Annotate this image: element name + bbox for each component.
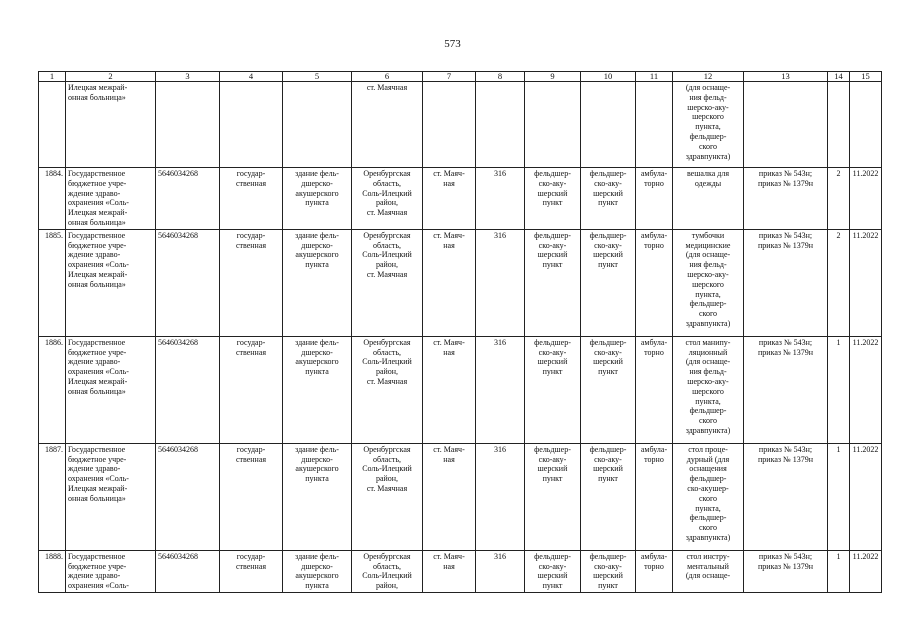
- inn-cell: 5646034268: [156, 550, 220, 592]
- table-row: [39, 229, 882, 336]
- row-number: 1887.: [39, 443, 66, 550]
- care-type-cell: амбула- торно: [636, 550, 673, 592]
- column-number: 1: [39, 72, 66, 82]
- building-cell: здание фель- дшерско- акушерского пункта: [283, 168, 352, 230]
- unit-type-cell: фельдшер- ско-аку- шерский пункт: [525, 229, 581, 336]
- care-type-cell: амбула- торно: [636, 229, 673, 336]
- order-cell: приказ № 543н; приказ № 1379н: [744, 550, 828, 592]
- equipment-cell: (для оснаще- ния фельд- шерско-аку- шерского пункта, фельдшер- ского здравпункта): [673, 82, 744, 168]
- address-cell: Оренбургская область, Соль-Илецкий район,: [352, 550, 423, 592]
- equipment-cell: стол проце- дурный (для оснащения фельдшер- ско-акушер- ского пункта, фельдшер- ского здравпункта): [673, 443, 744, 550]
- table-row: [39, 82, 882, 168]
- inn-cell: 5646034268: [156, 168, 220, 230]
- column-number: 10: [581, 72, 636, 82]
- row-number: 1885.: [39, 229, 66, 336]
- unit-type-cell: фельдшер- ско-аку- шерский пункт: [525, 443, 581, 550]
- column-number: 8: [476, 72, 525, 82]
- settlement-cell: ст. Маяч- ная: [423, 168, 476, 230]
- column-number: 14: [828, 72, 850, 82]
- table-row: [39, 550, 882, 592]
- unit-name-cell: фельдшер- ско-аку- шерский пункт: [581, 550, 636, 592]
- date-cell: 11.2022: [850, 443, 882, 550]
- unit-type-cell: фельдшер- ско-аку- шерский пункт: [525, 336, 581, 443]
- quantity-cell: 2: [828, 168, 850, 230]
- ownership-cell: [220, 82, 283, 168]
- column-number: 6: [352, 72, 423, 82]
- address-cell: Оренбургская область, Соль-Илецкий район, ст. Маячная: [352, 443, 423, 550]
- building-cell: здание фель- дшерско- акушерского пункта: [283, 550, 352, 592]
- settlement-cell: ст. Маяч- ная: [423, 229, 476, 336]
- inn-cell: 5646034268: [156, 336, 220, 443]
- quantity-cell: 1: [828, 550, 850, 592]
- code-cell: 316: [476, 168, 525, 230]
- building-cell: здание фель- дшерско- акушерского пункта: [283, 229, 352, 336]
- building-cell: здание фель- дшерско- акушерского пункта: [283, 443, 352, 550]
- code-cell: 316: [476, 336, 525, 443]
- quantity-cell: [828, 82, 850, 168]
- column-number: 13: [744, 72, 828, 82]
- column-number: 15: [850, 72, 882, 82]
- settlement-cell: ст. Маяч- ная: [423, 550, 476, 592]
- order-cell: [744, 82, 828, 168]
- row-number: 1884.: [39, 168, 66, 230]
- inn-cell: 5646034268: [156, 443, 220, 550]
- column-number: 12: [673, 72, 744, 82]
- unit-name-cell: [581, 82, 636, 168]
- date-cell: 11.2022: [850, 336, 882, 443]
- row-number: [39, 82, 66, 168]
- column-number: 9: [525, 72, 581, 82]
- table-row: [39, 336, 882, 443]
- order-cell: приказ № 543н; приказ № 1379н: [744, 168, 828, 230]
- settlement-cell: [423, 82, 476, 168]
- organization-name: Государственное бюджетное учре- ждение здраво- охранения «Соль- Илецкая межрай- онная больница»: [66, 168, 156, 230]
- building-cell: здание фель- дшерско- акушерского пункта: [283, 336, 352, 443]
- ownership-cell: государ- ственная: [220, 229, 283, 336]
- date-cell: 11.2022: [850, 229, 882, 336]
- ownership-cell: государ- ственная: [220, 168, 283, 230]
- unit-type-cell: [525, 82, 581, 168]
- date-cell: 11.2022: [850, 550, 882, 592]
- care-type-cell: [636, 82, 673, 168]
- unit-name-cell: фельдшер- ско-аку- шерский пункт: [581, 443, 636, 550]
- order-cell: приказ № 543н; приказ № 1379н: [744, 336, 828, 443]
- ownership-cell: государ- ственная: [220, 443, 283, 550]
- column-number: 4: [220, 72, 283, 82]
- quantity-cell: 2: [828, 229, 850, 336]
- care-type-cell: амбула- торно: [636, 443, 673, 550]
- date-cell: 11.2022: [850, 168, 882, 230]
- code-cell: 316: [476, 550, 525, 592]
- address-cell: Оренбургская область, Соль-Илецкий район, ст. Маячная: [352, 168, 423, 230]
- unit-name-cell: фельдшер- ско-аку- шерский пункт: [581, 229, 636, 336]
- quantity-cell: 1: [828, 443, 850, 550]
- order-cell: приказ № 543н; приказ № 1379н: [744, 443, 828, 550]
- equipment-cell: тумбочки медицинские (для оснаще- ния фельд- шерско-аку- шерского пункта, фельдшер- ского здравпункта): [673, 229, 744, 336]
- code-cell: [476, 82, 525, 168]
- unit-type-cell: фельдшер- ско-аку- шерский пункт: [525, 168, 581, 230]
- column-number: 3: [156, 72, 220, 82]
- ownership-cell: государ- ственная: [220, 336, 283, 443]
- settlement-cell: ст. Маяч- ная: [423, 336, 476, 443]
- order-cell: приказ № 543н; приказ № 1379н: [744, 229, 828, 336]
- date-cell: [850, 82, 882, 168]
- equipment-cell: стол инстру- ментальный (для оснаще-: [673, 550, 744, 592]
- unit-name-cell: фельдшер- ско-аку- шерский пункт: [581, 168, 636, 230]
- page-number: 573: [444, 38, 461, 50]
- organization-name: Государственное бюджетное учре- ждение здраво- охранения «Соль- Илецкая межрай- онная больница»: [66, 336, 156, 443]
- code-cell: 316: [476, 443, 525, 550]
- care-type-cell: амбула- торно: [636, 336, 673, 443]
- organization-name: Илецкая межрай- онная больница»: [66, 82, 156, 168]
- address-cell: Оренбургская область, Соль-Илецкий район, ст. Маячная: [352, 336, 423, 443]
- ownership-cell: государ- ственная: [220, 550, 283, 592]
- address-cell: ст. Маячная: [352, 82, 423, 168]
- organization-name: Государственное бюджетное учре- ждение здраво- охранения «Соль-: [66, 550, 156, 592]
- address-cell: Оренбургская область, Соль-Илецкий район, ст. Маячная: [352, 229, 423, 336]
- building-cell: [283, 82, 352, 168]
- equipment-cell: вешалка для одежды: [673, 168, 744, 230]
- unit-name-cell: фельдшер- ско-аку- шерский пункт: [581, 336, 636, 443]
- column-number: 5: [283, 72, 352, 82]
- equipment-cell: стол манипу- ляционный (для оснаще- ния фельд- шерско-аку- шерского пункта, фельдшер- ского здравпункта): [673, 336, 744, 443]
- table-row: [39, 443, 882, 550]
- row-number: 1888.: [39, 550, 66, 592]
- registry-table: [38, 71, 882, 593]
- code-cell: 316: [476, 229, 525, 336]
- column-number: 11: [636, 72, 673, 82]
- column-number: 7: [423, 72, 476, 82]
- inn-cell: [156, 82, 220, 168]
- row-number: 1886.: [39, 336, 66, 443]
- column-number-row: [39, 72, 882, 82]
- care-type-cell: амбула- торно: [636, 168, 673, 230]
- organization-name: Государственное бюджетное учре- ждение здраво- охранения «Соль- Илецкая межрай- онная больница»: [66, 443, 156, 550]
- settlement-cell: ст. Маяч- ная: [423, 443, 476, 550]
- table-row: [39, 168, 882, 230]
- inn-cell: 5646034268: [156, 229, 220, 336]
- quantity-cell: 1: [828, 336, 850, 443]
- unit-type-cell: фельдшер- ско-аку- шерский пункт: [525, 550, 581, 592]
- organization-name: Государственное бюджетное учре- ждение здраво- охранения «Соль- Илецкая межрай- онная больница»: [66, 229, 156, 336]
- column-number: 2: [66, 72, 156, 82]
